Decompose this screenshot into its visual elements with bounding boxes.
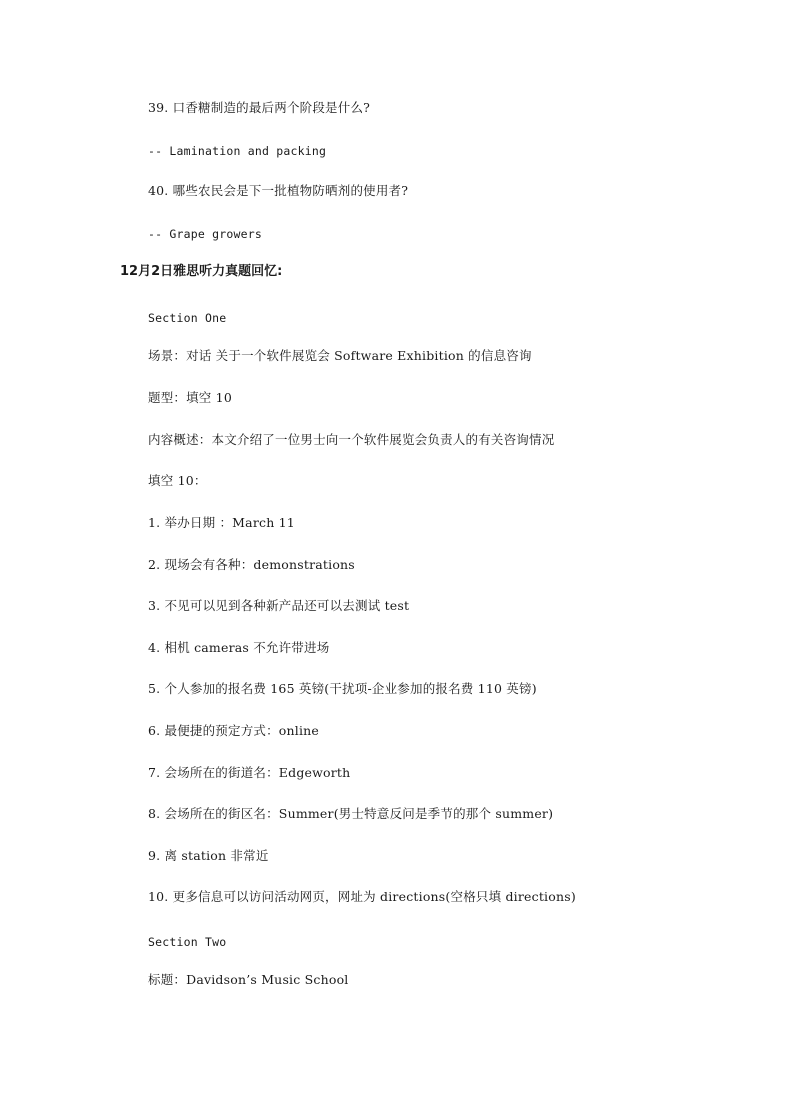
section-two-label: Section Two (148, 935, 227, 949)
question-39: 39. 口香糖制造的最后两个阶段是什么? (148, 100, 371, 115)
question-40: 40. 哪些农民会是下一批植物防晒剂的使用者? (148, 183, 409, 198)
list-item: 3. 不见可以见到各种新产品还可以去测试 test (148, 598, 410, 613)
answer-40: -- Grape growers (148, 227, 262, 241)
section-heading: 12月2日雅思听力真题回忆: (120, 264, 283, 279)
list-item: 10. 更多信息可以访问活动网页，网址为 directions(空格只填 directions) (148, 889, 576, 904)
list-item: 5. 个人参加的报名费 165 英镑(干扰项-企业参加的报名费 110 英镑) (148, 681, 537, 696)
title-line: 标题：Davidson’s Music School (148, 972, 349, 987)
summary-line: 内容概述：本文介绍了一位男士向一个软件展览会负责人的有关咨询情况 (148, 432, 555, 447)
list-item: 4. 相机 cameras 不允许带进场 (148, 640, 330, 655)
list-item: 1. 举办日期 ：March 11 (148, 515, 295, 530)
list-item: 8. 会场所在的街区名：Summer(男士特意反问是季节的那个 summer) (148, 806, 554, 821)
fill-label: 填空 10： (148, 473, 207, 488)
list-item: 9. 离 station 非常近 (148, 848, 269, 863)
list-item: 6. 最便捷的预定方式：online (148, 723, 320, 738)
list-item: 7. 会场所在的街道名：Edgeworth (148, 765, 351, 780)
answer-39: -- Lamination and packing (148, 144, 327, 158)
list-item: 2. 现场会有各种：demonstrations (148, 557, 355, 572)
scene-line: 场景：对话 关于一个软件展览会 Software Exhibition 的信息咨询 (148, 348, 532, 363)
section-one-label: Section One (148, 311, 227, 325)
type-line: 题型：填空 10 (148, 390, 232, 405)
